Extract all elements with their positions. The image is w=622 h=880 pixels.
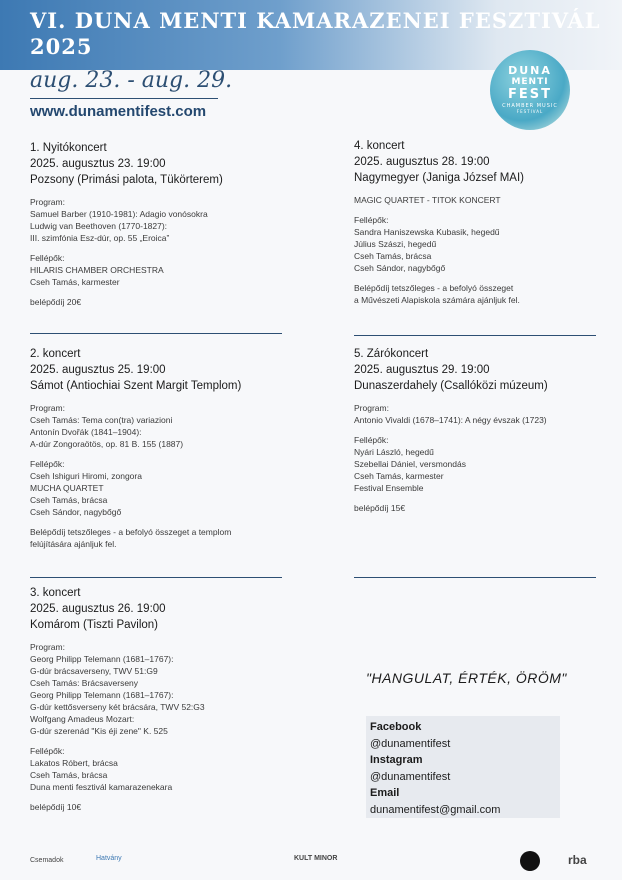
contact-box [366, 716, 560, 818]
detail-line: Belépődíj tetszőleges - a befolyó összeget [354, 283, 514, 293]
detail-line: belépődíj 15€ [354, 503, 406, 513]
divider [30, 577, 282, 578]
concert-4 [354, 138, 622, 306]
concert-date: 2025. augusztus 25. 19:00 [30, 364, 166, 376]
detail-line: Nyári László, hegedű [354, 447, 434, 457]
detail-line: G-dúr szerenád "Kis éji zene" K. 525 [30, 726, 168, 736]
detail-line: Duna menti fesztivál kamarazenekara [30, 782, 173, 792]
detail-line: Fellépők: [354, 435, 389, 445]
detail-line: Cseh Tamás, karmester [354, 471, 444, 481]
detail-line: felújítására ajánljuk fel. [30, 539, 117, 549]
detail-line: G-dúr brácsaverseny, TWV 51:G9 [30, 666, 158, 676]
detail-line: Georg Philipp Telemann (1681–1767): [30, 690, 174, 700]
sponsor-logo: rba [568, 853, 587, 867]
concert-title: 3. koncert [30, 587, 81, 599]
concert-venue: Nagymegyer (Janiga József MAI) [354, 172, 525, 184]
concert-date: 2025. augusztus 26. 19:00 [30, 603, 166, 615]
concert-date: 2025. augusztus 28. 19:00 [354, 156, 490, 168]
detail-line: Július Szászi, hegedű [354, 239, 437, 249]
concert-details [354, 402, 622, 514]
logo-line-2: MENTI [511, 77, 549, 87]
concert-venue: Sámot (Antiochiai Szent Margit Templom) [30, 380, 242, 392]
concert-details [30, 402, 300, 550]
instagram-label: Instagram [370, 754, 423, 766]
concert-title: 2. koncert [30, 348, 81, 360]
sponsor-logo: Csemadok [30, 857, 64, 864]
detail-line: Cseh Tamás, brácsa [30, 495, 108, 505]
spacer [30, 737, 300, 745]
detail-line: Cseh Sándor, nagybőgő [30, 507, 122, 517]
email-link[interactable]: dunamentifest@gmail.com [370, 803, 501, 816]
instagram-link[interactable]: @dunamentifest [370, 770, 451, 783]
sponsor-logo: KULT MINOR [294, 855, 338, 862]
detail-line: HILARIS CHAMBER ORCHESTRA [30, 265, 164, 275]
detail-line: Fellépők: [30, 746, 65, 756]
detail-line: Cseh Tamás: Tema con(tra) variazioni [30, 415, 173, 425]
detail-line: MAGIC QUARTET - TITOK KONCERT [354, 195, 501, 205]
detail-line: Lakatos Róbert, brácsa [30, 758, 118, 768]
festival-motto: "HANGULAT, ÉRTÉK, ÖRÖM" [366, 670, 567, 686]
detail-line: Fellépők: [30, 253, 65, 263]
spacer [30, 518, 300, 526]
detail-line: Program: [354, 403, 389, 413]
detail-line: Cseh Tamás, karmester [30, 277, 120, 287]
facebook-link[interactable]: @dunamentifest [370, 737, 451, 750]
spacer [354, 206, 622, 214]
title-line-1: VI. DUNA MENTI KAMARAZENEI FESZTIVÁL [30, 8, 601, 33]
detail-line: A-dúr Zongoraötös, op. 81 B. 155 (1887) [30, 439, 184, 449]
detail-line: Program: [30, 197, 65, 207]
concert-title: 1. Nyitókoncert [30, 142, 107, 154]
detail-line: Cseh Tamás: Brácsaverseny [30, 678, 139, 688]
detail-line: Festival Ensemble [354, 483, 424, 493]
detail-line: Program: [30, 642, 65, 652]
concert-3 [30, 585, 300, 813]
concert-date: 2025. augusztus 29. 19:00 [354, 364, 490, 376]
concert-1 [30, 140, 300, 308]
concert-venue: Pozsony (Primási palota, Tükörterem) [30, 174, 223, 186]
detail-line: Fellépők: [354, 215, 389, 225]
detail-line: Cseh Sándor, nagybőgő [354, 263, 446, 273]
title-line-2: 2025 [30, 34, 93, 59]
festival-dates: aug. 23. - aug. 29. [30, 68, 233, 93]
spacer [354, 426, 622, 434]
concert-details [30, 641, 300, 813]
sponsor-footer [0, 845, 622, 880]
concert-details [354, 194, 622, 306]
detail-line: Szebellai Dániel, versmondás [354, 459, 466, 469]
logo-line-1: DUNA [508, 64, 552, 77]
dates-underline [30, 98, 218, 99]
detail-line: belépődíj 10€ [30, 802, 82, 812]
spacer [30, 288, 300, 296]
logo-line-4: CHAMBER MUSIC [502, 103, 558, 109]
concert-title: 4. koncert [354, 140, 405, 152]
sponsor-badge-icon [520, 851, 540, 871]
concert-venue: Dunaszerdahely (Csallóközi múzeum) [354, 380, 548, 392]
detail-line: Fellépők: [30, 459, 65, 469]
detail-line: Cseh Tamás, brácsa [30, 770, 108, 780]
spacer [30, 793, 300, 801]
concert-2 [30, 346, 300, 550]
concert-venue: Komárom (Tiszti Pavilon) [30, 619, 159, 631]
detail-line: Cseh Tamás, brácsa [354, 251, 432, 261]
spacer [30, 244, 300, 252]
detail-line: Program: [30, 403, 65, 413]
detail-line: Ludwig van Beethoven (1770-1827): [30, 221, 168, 231]
detail-line: Belépődíj tetszőleges - a befolyó összeget a templom [30, 527, 232, 537]
detail-line: a Művészeti Alapiskola számára ajánljuk fel. [354, 295, 520, 305]
detail-line: Samuel Barber (1910-1981): Adagio vonósokra [30, 209, 208, 219]
detail-line: Antonio Vivaldi (1678–1741): A négy évszak (1723) [354, 415, 547, 425]
detail-line: Wolfgang Amadeus Mozart: [30, 714, 135, 724]
detail-line: MUCHA QUARTET [30, 483, 104, 493]
divider [354, 577, 596, 578]
logo-line-5: FESTIVAL [516, 109, 544, 114]
spacer [30, 450, 300, 458]
sponsor-logo: Hatvány [96, 855, 122, 862]
detail-line: Antonín Dvořák (1841–1904): [30, 427, 142, 437]
divider [354, 335, 596, 336]
concert-details [30, 196, 300, 308]
spacer [354, 274, 622, 282]
festival-logo [490, 50, 570, 130]
detail-line: Cseh Ishiguri Hiromi, zongora [30, 471, 142, 481]
concert-5 [354, 346, 622, 514]
logo-line-3: FEST [508, 87, 552, 102]
spacer [354, 494, 622, 502]
detail-line: Sandra Haniszewska Kubasik, hegedű [354, 227, 500, 237]
detail-line: belépődíj 20€ [30, 297, 82, 307]
website-link[interactable]: www.dunamentifest.com [30, 103, 207, 120]
detail-line: Georg Philipp Telemann (1681–1767): [30, 654, 174, 664]
facebook-label: Facebook [370, 721, 422, 733]
detail-line: III. szimfónia Esz-dúr, op. 55 „Eroica” [30, 233, 170, 243]
concert-date: 2025. augusztus 23. 19:00 [30, 158, 166, 170]
email-label: Email [370, 787, 400, 799]
divider [30, 333, 282, 334]
detail-line: G-dúr kettősverseny két brácsára, TWV 52:G3 [30, 702, 205, 712]
concert-title: 5. Zárókoncert [354, 348, 429, 360]
